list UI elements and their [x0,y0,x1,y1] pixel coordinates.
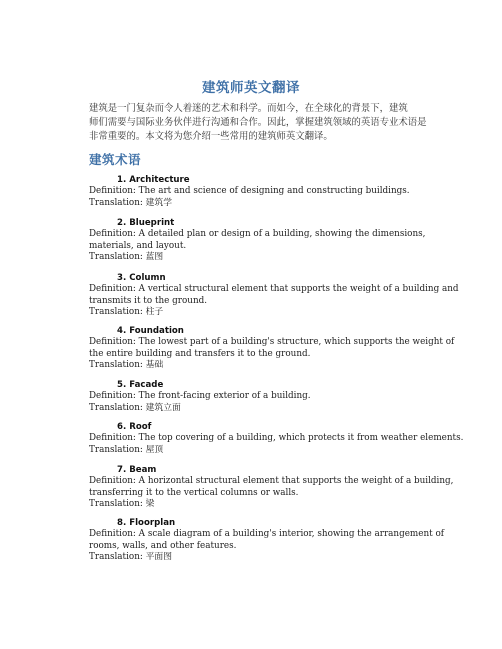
term-definition: Definition: A vertical structural element that supports the weight of a building and [89,284,459,295]
term-definition: materials, and layout. [89,240,187,251]
term-entry-roof [89,422,464,456]
term-definition: rooms, walls, and other features. [89,540,237,551]
term-definition: transferring it to the vertical columns or walls. [89,487,299,498]
term-translation: Translation: 建筑学 [89,197,173,208]
document-title: 建筑师英文翻译 [202,80,300,96]
term-definition: the entire building and transfers it to the ground. [89,348,311,359]
term-title: 1. Architecture [117,175,190,185]
term-translation: Translation: 蓝图 [89,251,164,262]
term-title: 2. Blueprint [117,218,175,228]
term-definition: Definition: A scale diagram of a building's interior, showing the arrangement of [89,529,444,540]
intro-line: 建筑是一门复杂而令人着迷的艺术和科学。而如今，在全球化的背景下，建筑 [89,103,408,114]
term-entry-foundation [89,326,455,371]
term-definition: Definition: The lowest part of a building's structure, which supports the weight of [89,337,455,348]
term-entry-facade [89,380,429,414]
intro-line: 非常重要的。本文将为您介绍一些常用的建筑师英文翻译。 [89,131,333,142]
section-heading: 建筑术语 [89,152,142,167]
term-title: 8. Floorplan [117,518,176,528]
term-definition: Definition: The front-facing exterior of a building. [89,391,311,402]
term-definition: transmits it to the ground. [89,295,208,306]
term-title: 5. Facade [117,380,164,390]
term-definition: Definition: A detailed plan or design of a building, showing the dimensions, [89,229,426,240]
term-translation: Translation: 平面图 [89,551,173,562]
term-title: 4. Foundation [117,326,184,336]
term-entry-beam [89,465,454,510]
term-translation: Translation: 屋顶 [89,444,164,455]
term-title: 3. Column [117,273,166,283]
term-entry-blueprint [89,218,429,263]
term-title: 6. Roof [117,422,152,432]
intro-paragraph [89,102,427,144]
intro-line: 师们需要与国际业务伙伴进行沟通和合作。因此，掌握建筑领域的英语专业术语是 [89,117,427,128]
term-entry-architecture [89,175,429,209]
term-definition: Definition: A horizontal structural element that supports the weight of a building, [89,476,454,487]
term-title: 7. Beam [117,465,157,475]
term-entry-floorplan [89,518,444,563]
term-definition: Definition: The top covering of a building, which protects it from weather elements. [89,433,464,444]
term-translation: Translation: 建筑立面 [89,402,181,413]
term-entry-column [89,273,459,318]
term-translation: Translation: 基础 [89,359,164,370]
term-translation: Translation: 柱子 [89,306,164,317]
term-definition: Definition: The art and science of designing and constructing buildings. [89,186,410,197]
term-translation: Translation: 梁 [89,498,155,509]
